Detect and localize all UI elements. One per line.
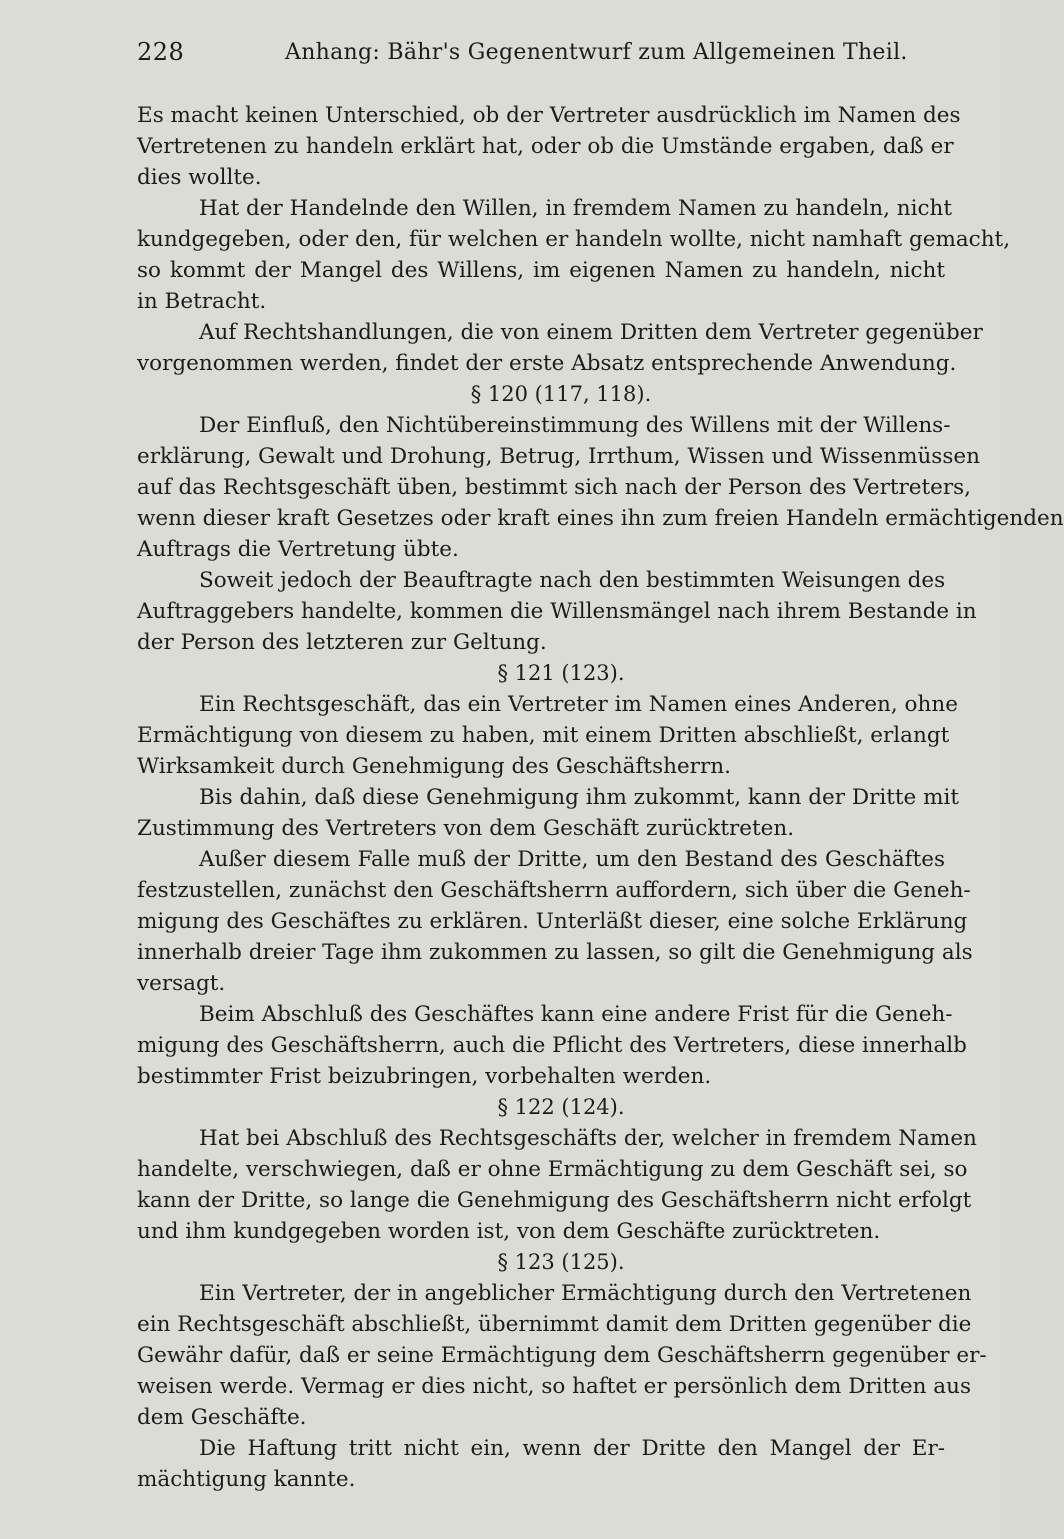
text-line: dies wollte. [137, 165, 262, 190]
text-line: weisen werde. Vermag er dies nicht, so haftet er persönlich dem Dritten aus [137, 1374, 971, 1399]
page-body [137, 100, 1064, 1495]
text-line: Auftraggebers handelte, kommen die Willensmängel nach ihrem Bestande in [137, 599, 977, 624]
text-line: Soweit jedoch der Beauftragte nach den bestimmten Weisungen des [199, 568, 946, 593]
text-line: innerhalb dreier Tage ihm zukommen zu lassen, so gilt die Genehmigung als [137, 940, 973, 965]
text-line: Auftrags die Vertretung übte. [137, 537, 459, 562]
text-line: der Person des letzteren zur Geltung. [137, 630, 547, 655]
text-line: Zustimmung des Vertreters von dem Geschäft zurücktreten. [137, 816, 795, 841]
text-line: Auf Rechtshandlungen, die von einem Dritten dem Vertreter gegenüber [199, 320, 983, 345]
text-line: Hat bei Abschluß des Rechtsgeschäfts der, welcher in fremdem Namen [199, 1126, 977, 1151]
section-heading: § 123 (125). [497, 1250, 625, 1274]
text-line: festzustellen, zunächst den Geschäftsherrn auffordern, sich über die Geneh- [137, 878, 971, 903]
text-line: kann der Dritte, so lange die Genehmigung des Geschäftsherrn nicht erfolgt [137, 1188, 972, 1213]
text-line: migung des Geschäftsherrn, auch die Pflicht des Vertreters, diese innerhalb [137, 1033, 967, 1058]
text-line: vorgenommen werden, findet der erste Absatz entsprechende Anwendung. [137, 351, 957, 376]
text-line: Bis dahin, daß diese Genehmigung ihm zukommt, kann der Dritte mit [199, 785, 960, 810]
text-line: Beim Abschluß des Geschäftes kann eine andere Frist für die Geneh- [199, 1002, 953, 1027]
text-line: versagt. [137, 971, 226, 996]
text-line: mächtigung kannte. [137, 1467, 356, 1492]
text-line: ein Rechtsgeschäft abschließt, übernimmt damit dem Dritten gegenüber die [137, 1312, 972, 1337]
text-line: und ihm kundgegeben worden ist, von dem Geschäfte zurücktreten. [137, 1219, 881, 1244]
page-header [137, 38, 947, 78]
text-line: dem Geschäfte. [137, 1405, 307, 1430]
text-line: kundgegeben, oder den, für welchen er handeln wollte, nicht namhaft gemacht, [137, 227, 1011, 252]
text-line: Der Einfluß, den Nichtübereinstimmung des Willens mit der Willens- [199, 413, 951, 438]
text-line: migung des Geschäftes zu erklären. Unterläßt dieser, eine solche Erklärung [137, 909, 968, 934]
text-line: Vertretenen zu handeln erklärt hat, oder ob die Umstände ergaben, daß er [137, 134, 954, 159]
section-heading: § 122 (124). [497, 1095, 625, 1119]
text-line: Ein Rechtsgeschäft, das ein Vertreter im Namen eines Anderen, ohne [199, 692, 958, 717]
section-heading: § 120 (117, 118). [470, 382, 652, 406]
running-title: Anhang: Bähr's Gegenentwurf zum Allgemeinen Theil. [285, 40, 908, 65]
page-number: 228 [137, 38, 185, 66]
text-line: Es macht keinen Unterschied, ob der Vertreter ausdrücklich im Namen des [137, 103, 961, 128]
text-line: erklärung, Gewalt und Drohung, Betrug, Irrthum, Wissen und Wissenmüssen [137, 444, 980, 469]
section-heading: § 121 (123). [497, 661, 625, 685]
text-line: Die Haftung tritt nicht ein, wenn der Dritte den Mangel der Er- [199, 1436, 945, 1461]
text-line: handelte, verschwiegen, daß er ohne Ermächtigung zu dem Geschäft sei, so [137, 1157, 968, 1182]
text-line: Ermächtigung von diesem zu haben, mit einem Dritten abschließt, erlangt [137, 723, 950, 748]
text-line: wenn dieser kraft Gesetzes oder kraft eines ihn zum freien Handeln ermächtigenden [137, 506, 1064, 531]
text-line: Ein Vertreter, der in angeblicher Ermächtigung durch den Vertretenen [199, 1281, 972, 1306]
text-line: Wirksamkeit durch Genehmigung des Geschäftsherrn. [137, 754, 731, 779]
text-line: so kommt der Mangel des Willens, im eigenen Namen zu handeln, nicht [137, 258, 945, 283]
text-line: Hat der Handelnde den Willen, in fremdem Namen zu handeln, nicht [199, 196, 953, 221]
text-line: auf das Rechtsgeschäft üben, bestimmt sich nach der Person des Vertreters, [137, 475, 972, 500]
text-line: bestimmter Frist beizubringen, vorbehalten werden. [137, 1064, 712, 1089]
text-line: Außer diesem Falle muß der Dritte, um den Bestand des Geschäftes [199, 847, 945, 872]
text-line: Gewähr dafür, daß er seine Ermächtigung dem Geschäftsherrn gegenüber er- [137, 1343, 987, 1368]
text-line: in Betracht. [137, 289, 267, 314]
